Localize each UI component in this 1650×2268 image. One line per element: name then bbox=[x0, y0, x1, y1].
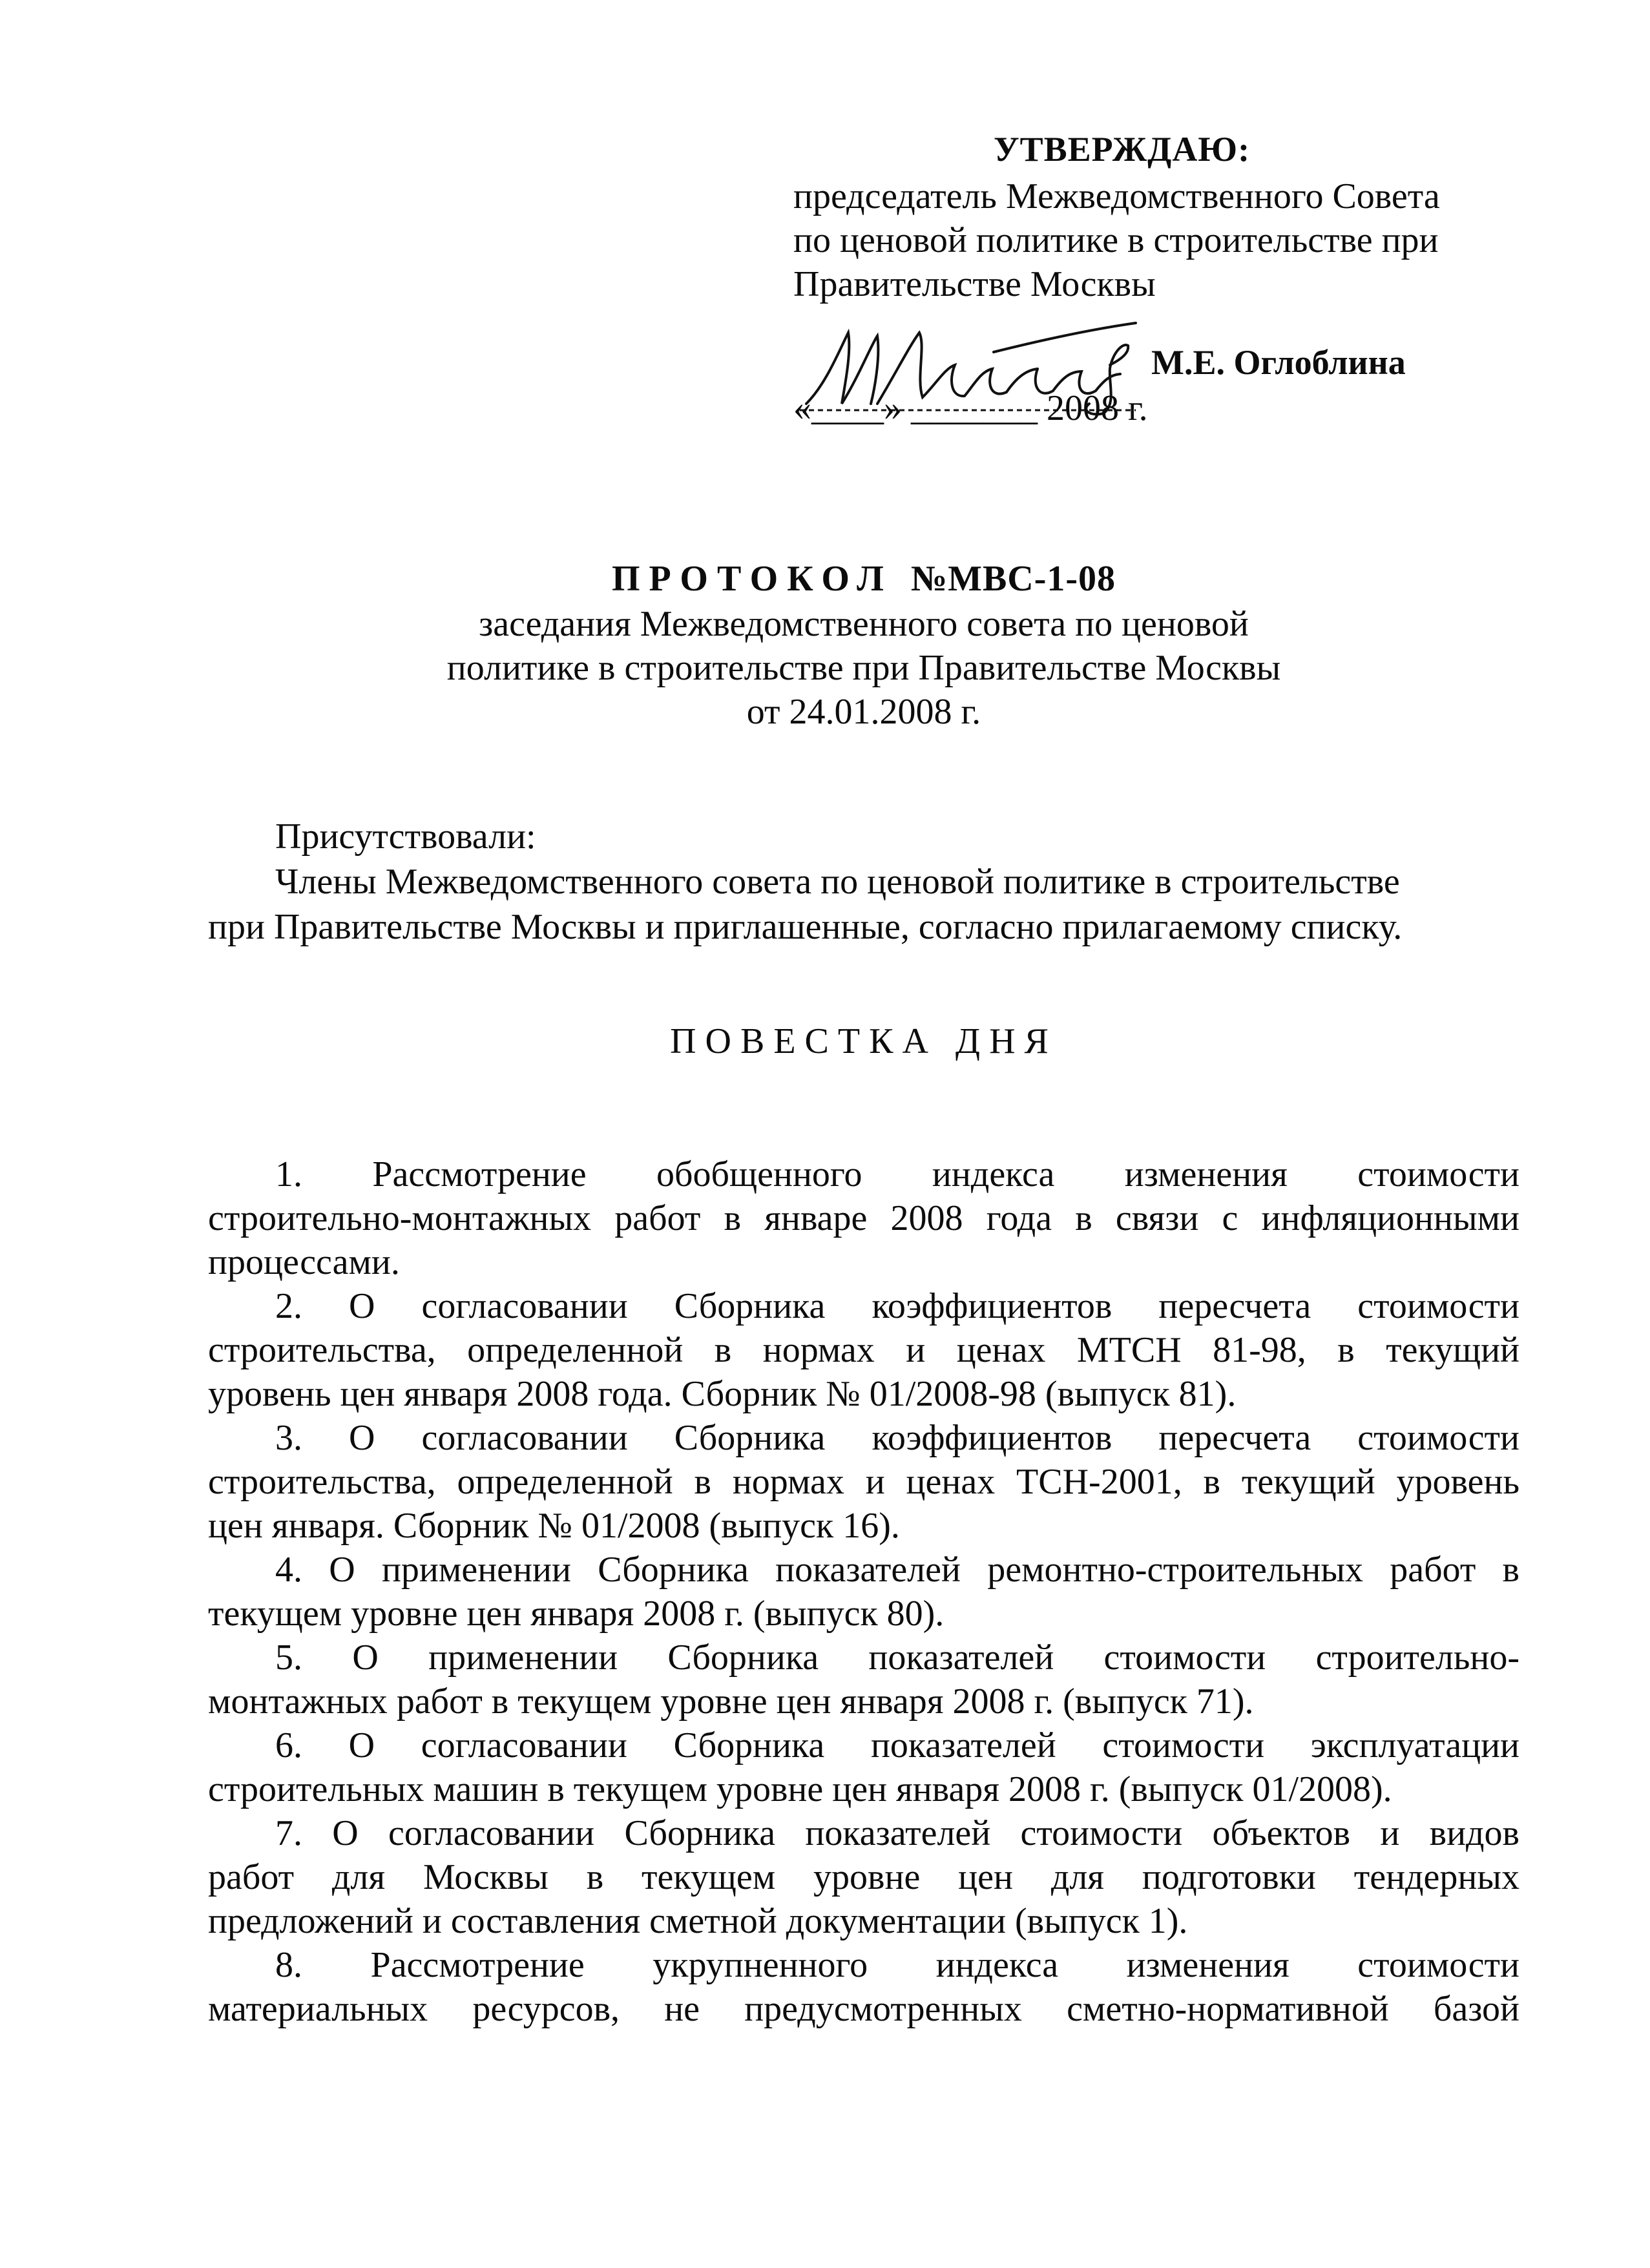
attendees-line: Члены Межведомственного совета по ценовой политике в строительстве bbox=[275, 862, 1400, 902]
agenda-item bbox=[208, 1636, 1519, 1723]
protocol-title: ПРОТОКОЛ bbox=[611, 559, 893, 599]
protocol-title-line bbox=[78, 556, 1650, 602]
protocol-subtitle bbox=[78, 602, 1650, 734]
signer-name: М.Е. Оглоблина bbox=[1151, 343, 1406, 382]
agenda-line: работ для Москвы в текущем уровне цен для подготовки тендерных bbox=[208, 1857, 1519, 1897]
attendees-line: при Правительстве Москвы и приглашенные, согласно прилагаемому списку. bbox=[208, 907, 1403, 947]
agenda-line: цен января. Сборник № 01/2008 (выпуск 16). bbox=[208, 1506, 900, 1546]
agenda-item bbox=[208, 1943, 1519, 2031]
agenda-line: строительства, определенной в нормах и ценах МТСН 81-98, в текущий bbox=[208, 1330, 1519, 1370]
agenda-item bbox=[208, 1284, 1519, 1416]
agenda-item bbox=[208, 1811, 1519, 1943]
approval-date-line: «____» _______ 2008 г. bbox=[793, 388, 1148, 428]
approval-title bbox=[793, 174, 1536, 306]
approval-title-line: по ценовой политике в строительстве при bbox=[793, 220, 1439, 260]
attendees-text bbox=[208, 859, 1519, 950]
agenda-line: 8. Рассмотрение укрупненного индекса изменения стоимости bbox=[275, 1945, 1519, 1985]
agenda-line: 4. О применении Сборника показателей ремонтно-строительных работ в bbox=[275, 1550, 1519, 1590]
approval-title-line: председатель Межведомственного Совета bbox=[793, 176, 1440, 216]
agenda-line: 1. Рассмотрение обобщенного индекса изменения стоимости bbox=[275, 1154, 1519, 1194]
agenda-line: 2. О согласовании Сборника коэффициентов пересчета стоимости bbox=[275, 1286, 1519, 1326]
protocol-subtitle-line: от 24.01.2008 г. bbox=[746, 692, 981, 732]
agenda-line: строительных машин в текущем уровне цен января 2008 г. (выпуск 01/2008). bbox=[208, 1769, 1392, 1809]
agenda-line: 7. О согласовании Сборника показателей стоимости объектов и видов bbox=[275, 1813, 1519, 1853]
agenda-line: 3. О согласовании Сборника коэффициентов пересчета стоимости bbox=[275, 1418, 1519, 1458]
attendees-label: Присутствовали: bbox=[275, 817, 536, 857]
protocol-number: №МВС-1-08 bbox=[910, 559, 1116, 599]
agenda-line: монтажных работ в текущем уровне цен января 2008 г. (выпуск 71). bbox=[208, 1681, 1254, 1722]
agenda-line: текущем уровне цен января 2008 г. (выпуск 80). bbox=[208, 1594, 945, 1634]
agenda-line: уровень цен января 2008 года. Сборник № 01/2008-98 (выпуск 81). bbox=[208, 1374, 1237, 1414]
agenda-item bbox=[208, 1416, 1519, 1548]
agenda-line: строительства, определенной в нормах и ценах ТСН-2001, в текущий уровень bbox=[208, 1462, 1519, 1502]
agenda-item bbox=[208, 1548, 1519, 1636]
agenda-line: строительно-монтажных работ в январе 2008 года в связи с инфляционными bbox=[208, 1198, 1519, 1238]
agenda-line: 5. О применении Сборника показателей стоимости строительно- bbox=[275, 1638, 1519, 1678]
approval-heading: УТВЕРЖДАЮ: bbox=[994, 130, 1251, 169]
protocol-subtitle-line: заседания Межведомственного совета по ценовой bbox=[479, 604, 1249, 644]
agenda-title: ПОВЕСТКА ДНЯ bbox=[670, 1021, 1058, 1061]
agenda-list bbox=[208, 1152, 1519, 2031]
agenda-line: процессами. bbox=[208, 1242, 400, 1282]
agenda-line: материальных ресурсов, не предусмотренных сметно-нормативной базой bbox=[208, 1989, 1519, 2029]
agenda-item bbox=[208, 1152, 1519, 1284]
approval-title-line: Правительстве Москвы bbox=[793, 264, 1156, 304]
protocol-subtitle-line: политике в строительстве при Правительстве Москвы bbox=[446, 648, 1281, 688]
protocol-header bbox=[0, 556, 1650, 734]
agenda-line: предложений и составления сметной документации (выпуск 1). bbox=[208, 1901, 1188, 1941]
agenda-item bbox=[208, 1723, 1519, 1811]
agenda-line: 6. О согласовании Сборника показателей стоимости эксплуатации bbox=[275, 1725, 1519, 1765]
